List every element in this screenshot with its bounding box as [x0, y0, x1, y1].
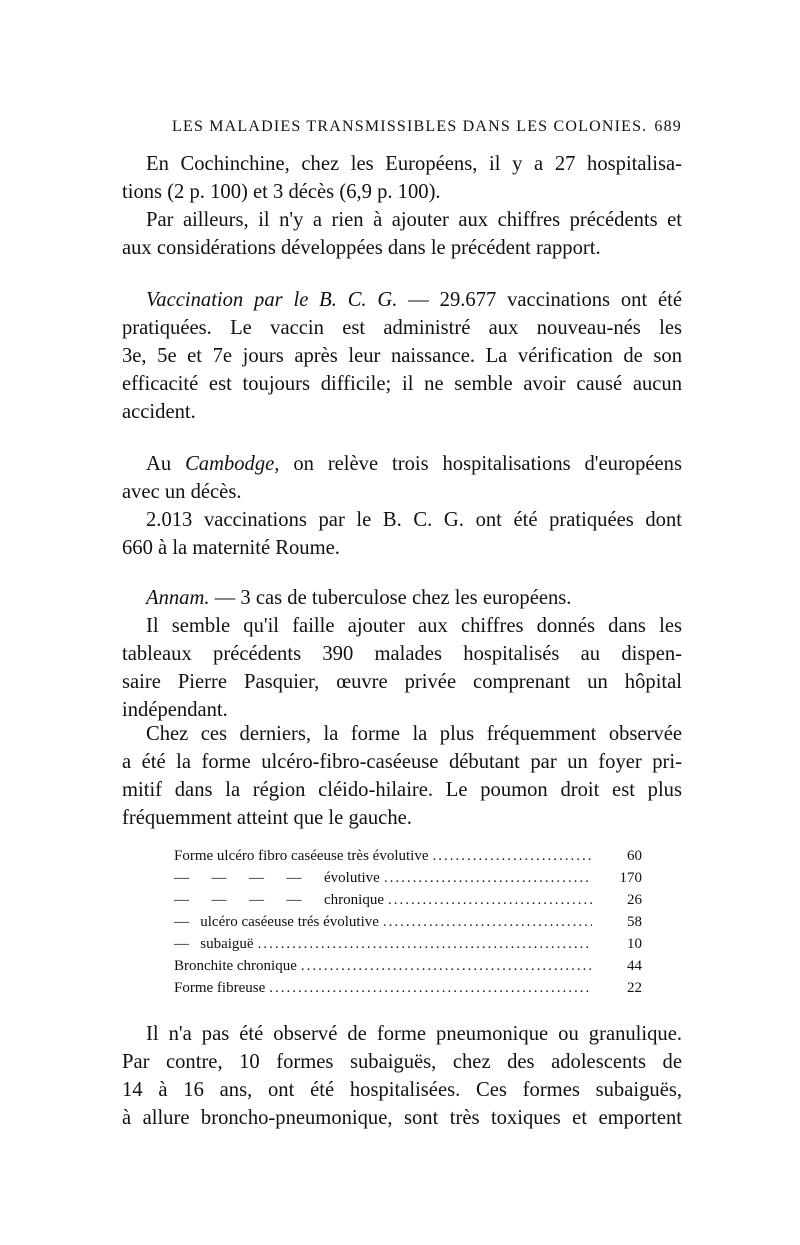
paragraph-cochinchine [122, 150, 682, 206]
table-row [174, 911, 642, 933]
forms-table [174, 845, 642, 999]
row-label: — — — — chronique [174, 892, 384, 908]
text-line: avec un décès. [122, 481, 242, 503]
section-lead: Cambodge, [185, 453, 280, 475]
row-label: — ulcéro caséeuse trés évolutive [174, 914, 379, 930]
text-line: Par contre, 10 formes subaiguës, chez des adolescents de [122, 1051, 682, 1073]
text-line: aux considérations développées dans le précédent rapport. [122, 237, 601, 259]
text-line: 2.013 vaccinations par le B. C. G. ont été pratiquées dont [146, 509, 682, 531]
paragraph-bcg [122, 506, 682, 562]
text-line: Il n'a pas été observé de forme pneumonique ou granulique. [146, 1023, 682, 1045]
text-line: En Cochinchine, chez les Européens, il y a 27 hospitalisa- [146, 153, 682, 175]
text-line: à allure broncho-pneumonique, sont très toxiques et emportent [122, 1107, 682, 1129]
paragraph-ailleurs [122, 206, 682, 262]
text-line: accident. [122, 401, 196, 423]
row-value: 170 [619, 870, 642, 886]
text-line: fréquemment atteint que le gauche. [122, 807, 412, 829]
running-title: LES MALADIES TRANSMISSIBLES DANS LES COLONIES. [172, 118, 648, 135]
table-row [174, 977, 642, 999]
row-label: Forme fibreuse [174, 980, 266, 996]
text-line: Il semble qu'il faille ajouter aux chiffres donnés dans les [146, 615, 682, 637]
text-line: efficacité est toujours difficile; il ne semble avoir causé aucun [122, 373, 682, 395]
paragraph-vaccination [122, 286, 682, 426]
paragraph-forme [122, 720, 682, 832]
row-label: — subaiguë [174, 936, 254, 952]
row-value: 60 [627, 848, 642, 864]
row-value: 58 [627, 914, 642, 930]
table-row [174, 889, 642, 911]
text-line: Annam. — 3 cas de tuberculose chez les européens. [146, 587, 572, 609]
text-line: tions (2 p. 100) et 3 décès (6,9 p. 100). [122, 181, 441, 203]
text-line: 14 à 16 ans, ont été hospitalisées. Ces formes subaiguës, [122, 1079, 682, 1101]
row-label: Bronchite chronique [174, 958, 297, 974]
row-value: 10 [627, 936, 642, 952]
table-row [174, 845, 642, 867]
text-line: 660 à la maternité Roume. [122, 537, 340, 559]
text-line: Par ailleurs, il n'y a rien à ajouter aux chiffres précédents et [146, 209, 682, 231]
text-line: pratiquées. Le vaccin est administré aux nouveau-nés les [122, 317, 682, 339]
table-row [174, 955, 642, 977]
row-value: 44 [627, 958, 642, 974]
table-row [174, 933, 642, 955]
page-number: 689 [654, 118, 682, 135]
paragraph-cambodge [122, 450, 682, 506]
table-row [174, 867, 642, 889]
paragraph-dispensaire [122, 612, 682, 724]
text-line: saire Pierre Pasquier, œuvre privée comprenant un hôpital [122, 671, 682, 693]
section-lead: Vaccination par le B. C. G. [146, 289, 398, 311]
text-line: 3e, 5e et 7e jours après leur naissance. La vérification de son [122, 345, 682, 367]
row-value: 26 [627, 892, 642, 908]
text-line: Chez ces derniers, la forme la plus fréquemment observée [146, 723, 682, 745]
text-line: a été la forme ulcéro-fibro-caséeuse débutant par un foyer pri- [122, 751, 682, 773]
text-line: Au Cambodge, on relève trois hospitalisations d'européens [146, 453, 682, 475]
row-value: 22 [627, 980, 642, 996]
running-header [172, 118, 682, 136]
text-line: mitif dans la région cléido-hilaire. Le poumon droit est plus [122, 779, 682, 801]
paragraph-annam [122, 584, 682, 612]
paragraph-subaigues [122, 1020, 682, 1132]
text-line: indépendant. [122, 699, 228, 721]
row-label: — — — — évolutive [174, 870, 380, 886]
section-lead: Annam. [146, 587, 210, 609]
text-line: tableaux précédents 390 malades hospitalisés au dispen- [122, 643, 682, 665]
row-label: Forme ulcéro fibro caséeuse très évolutive [174, 848, 429, 864]
text-line: Vaccination par le B. C. G. — 29.677 vaccinations ont été [146, 289, 683, 311]
